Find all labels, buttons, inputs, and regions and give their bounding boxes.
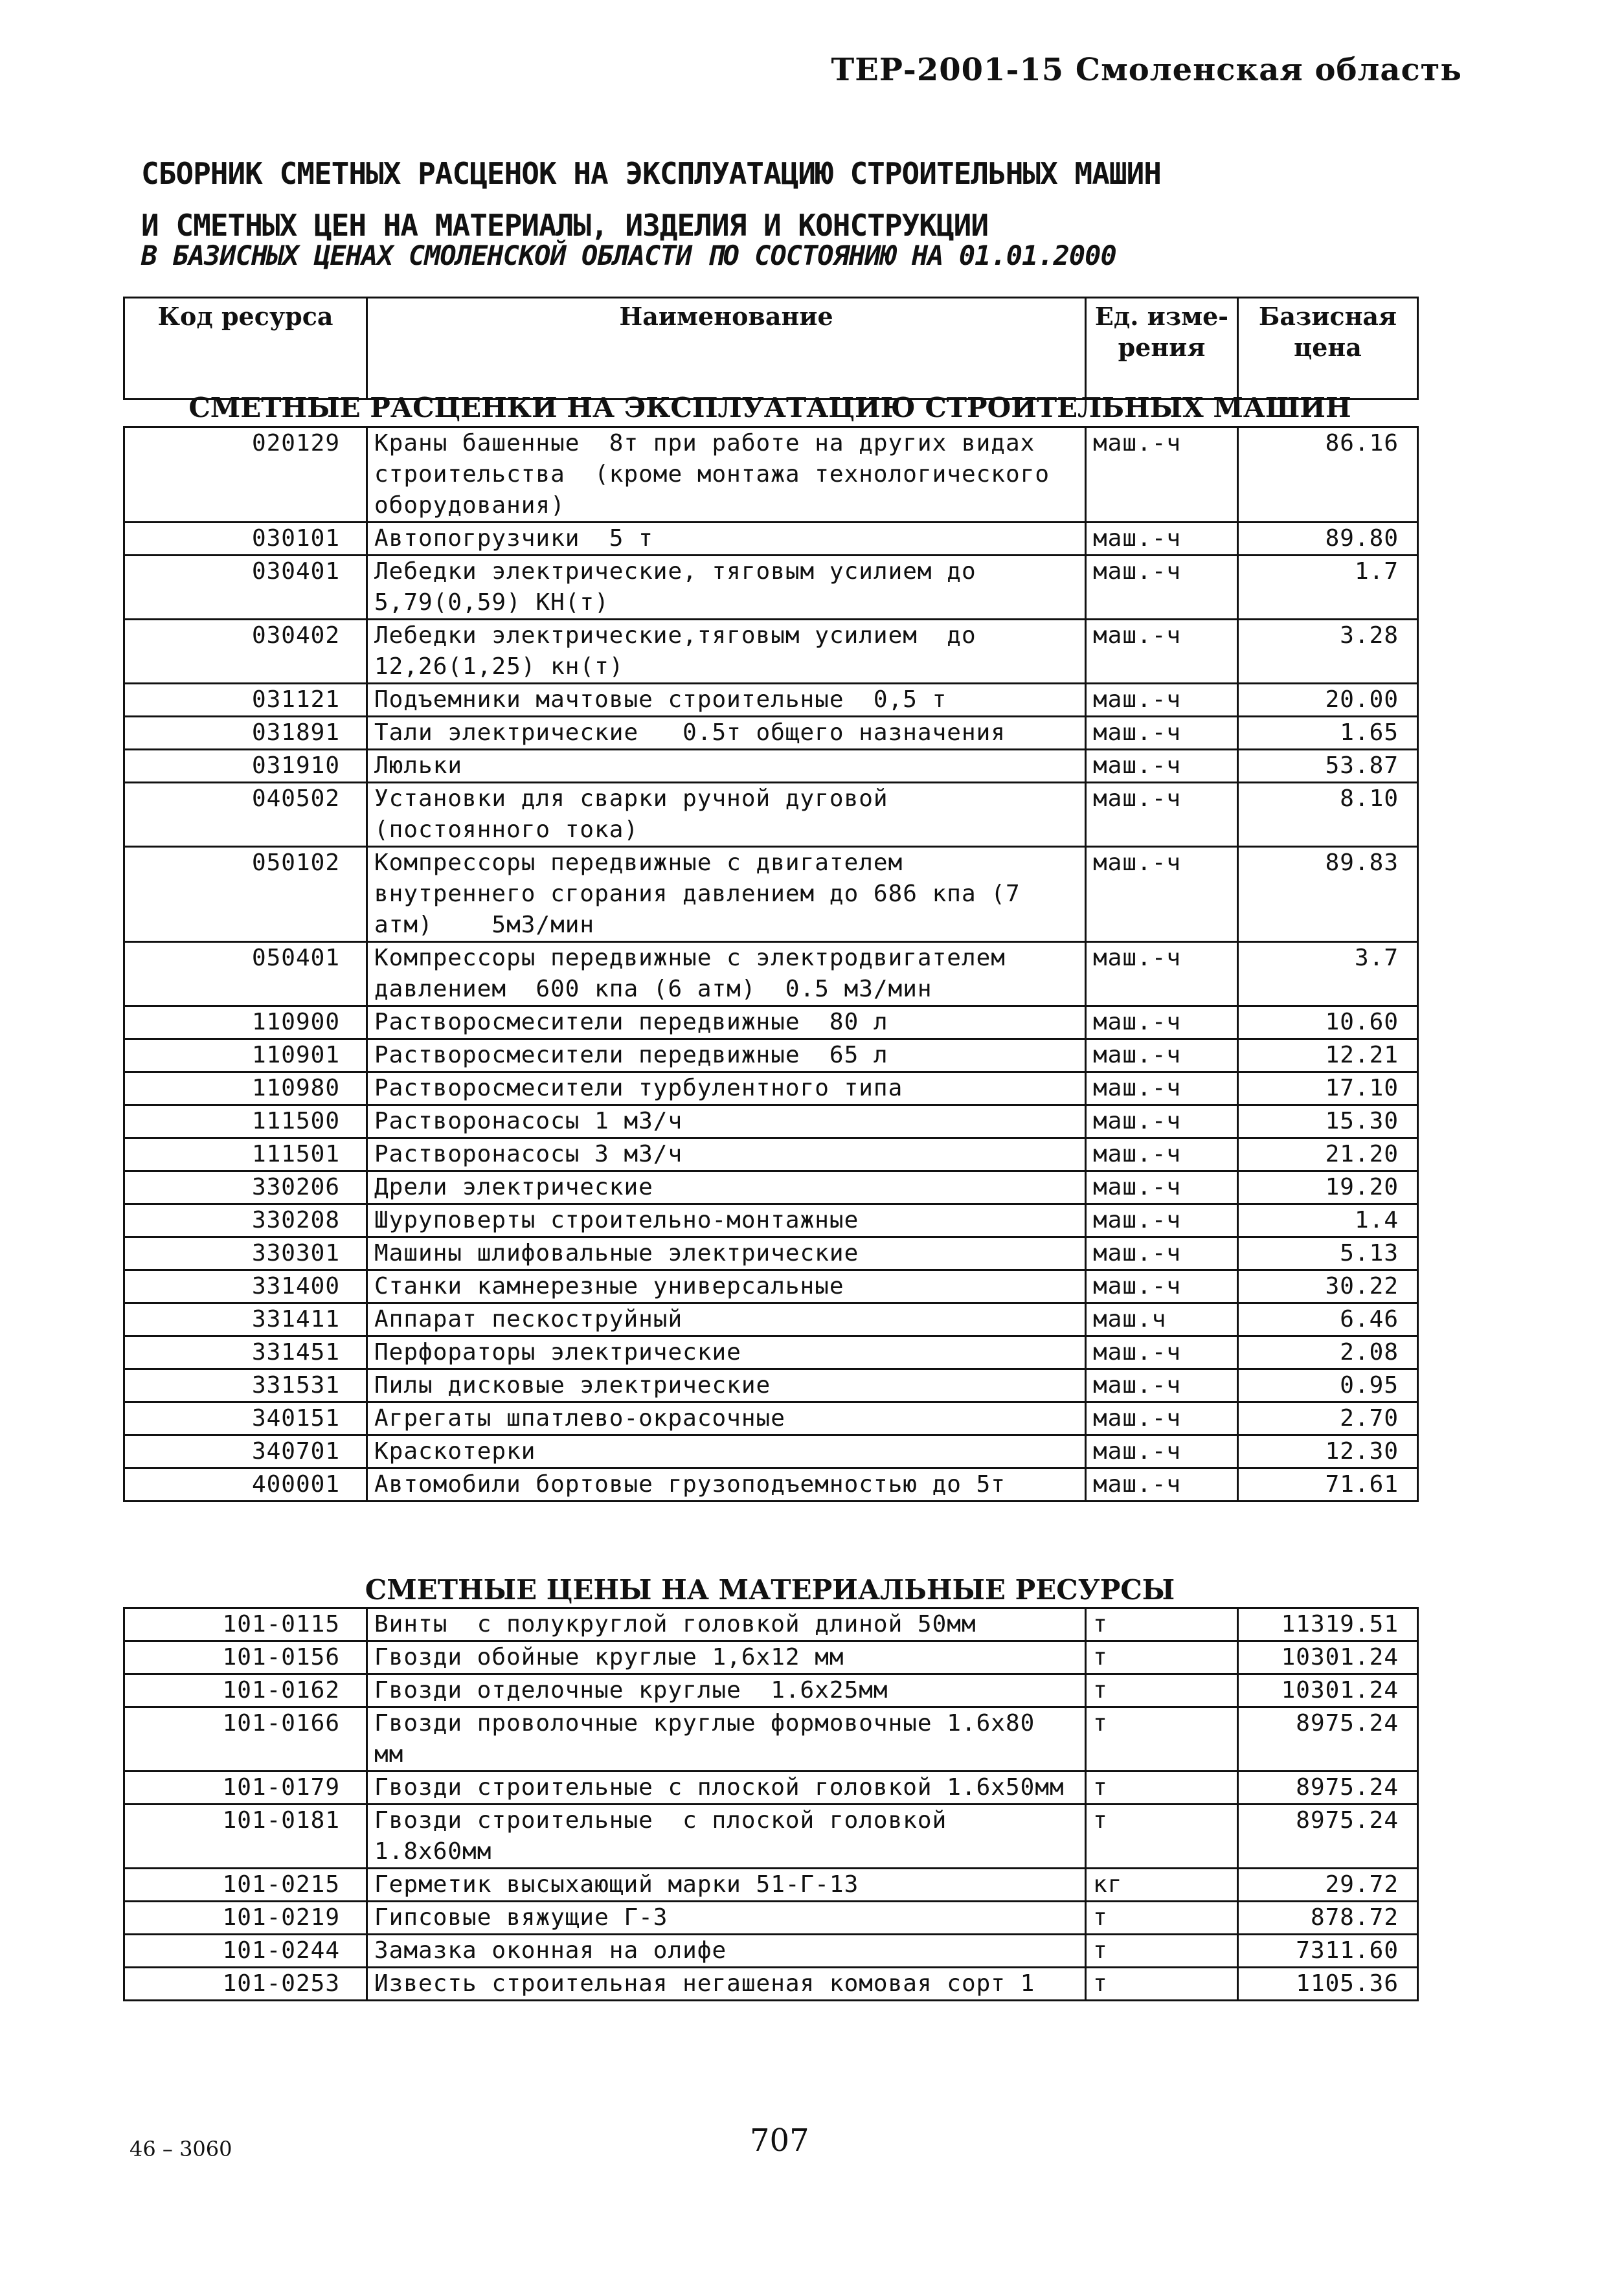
resource-code-cell: 331451 [124, 1336, 367, 1369]
price-cell: 11319.51 [1238, 1608, 1418, 1641]
table-row [124, 1303, 1418, 1336]
column-header-code: Код ресурса [124, 298, 367, 399]
column-header-row [124, 298, 1418, 399]
resource-code-cell: 110900 [124, 1006, 367, 1039]
table-row [124, 1674, 1418, 1707]
unit-cell: маш.-ч [1086, 1402, 1238, 1435]
price-cell: 0.95 [1238, 1369, 1418, 1402]
table-row [124, 1336, 1418, 1369]
resource-name-cell: Растворосмесители турбулентного типа [367, 1072, 1086, 1105]
resource-code-cell: 330301 [124, 1237, 367, 1270]
table-row [124, 1072, 1418, 1105]
resource-name-cell: Компрессоры передвижные с электродвигателем давлением 600 кпа (6 атм) 0.5 м3/мин [367, 942, 1086, 1006]
page-number: 707 [750, 2122, 809, 2159]
resource-code-cell: 050102 [124, 847, 367, 942]
resource-code-cell: 330206 [124, 1171, 367, 1204]
resource-code-cell: 400001 [124, 1468, 367, 1501]
resource-code-cell: 101-0179 [124, 1771, 367, 1805]
resource-code-cell: 101-0244 [124, 1935, 367, 1968]
document-subtitle: В БАЗИСНЫХ ЦЕНАХ СМОЛЕНСКОЙ ОБЛАСТИ ПО СОСТОЯНИЮ НА 01.01.2000 [141, 240, 1116, 271]
price-cell: 2.70 [1238, 1402, 1418, 1435]
resource-name-cell: Подъемники мачтовые строительные 0,5 т [367, 684, 1086, 717]
unit-cell: маш.-ч [1086, 1237, 1238, 1270]
price-cell: 53.87 [1238, 750, 1418, 783]
resource-code-cell: 111501 [124, 1138, 367, 1171]
table-row [124, 1138, 1418, 1171]
resource-name-cell: Компрессоры передвижные с двигателем внутреннего сгорания давлением до 686 кпа (7 атм) 5м3/мин [367, 847, 1086, 942]
unit-cell: кг [1086, 1869, 1238, 1902]
resource-name-cell: Растворосмесители передвижные 65 л [367, 1039, 1086, 1072]
table-row [124, 684, 1418, 717]
document-title [141, 148, 1501, 251]
price-cell: 3.28 [1238, 620, 1418, 684]
table-row [124, 1270, 1418, 1303]
table-row [124, 1204, 1418, 1237]
price-cell: 1.65 [1238, 717, 1418, 750]
resource-code-cell: 030402 [124, 620, 367, 684]
price-cell: 21.20 [1238, 1138, 1418, 1171]
unit-cell: т [1086, 1902, 1238, 1935]
unit-cell: маш.-ч [1086, 942, 1238, 1006]
unit-cell: маш.ч [1086, 1303, 1238, 1336]
section-heading-materials: СМЕТНЫЕ ЦЕНЫ НА МАТЕРИАЛЬНЫЕ РЕСУРСЫ [365, 1574, 1175, 1606]
price-cell: 12.30 [1238, 1435, 1418, 1468]
resource-code-cell: 040502 [124, 783, 367, 847]
document-title-line1: СБОРНИК СМЕТНЫХ РАСЦЕНОК НА ЭКСПЛУАТАЦИЮ СТРОИТЕЛЬНЫХ МАШИН [141, 156, 1161, 191]
table-row [124, 1171, 1418, 1204]
price-cell: 8975.24 [1238, 1805, 1418, 1869]
unit-cell: маш.-ч [1086, 717, 1238, 750]
resource-name-cell: Гвозди строительные с плоской головкой 1.6х50мм [367, 1771, 1086, 1805]
resource-code-cell: 340701 [124, 1435, 367, 1468]
unit-cell: маш.-ч [1086, 427, 1238, 523]
resource-name-cell: Перфораторы электрические [367, 1336, 1086, 1369]
table-row [124, 1771, 1418, 1805]
resource-code-cell: 020129 [124, 427, 367, 523]
unit-cell: маш.-ч [1086, 1270, 1238, 1303]
resource-name-cell: Люльки [367, 750, 1086, 783]
resource-name-cell: Растворосмесители передвижные 80 л [367, 1006, 1086, 1039]
price-cell: 3.7 [1238, 942, 1418, 1006]
price-cell: 8975.24 [1238, 1771, 1418, 1805]
resource-code-cell: 030101 [124, 523, 367, 556]
table-row [124, 1039, 1418, 1072]
unit-cell: т [1086, 1805, 1238, 1869]
price-cell: 10301.24 [1238, 1641, 1418, 1674]
resource-name-cell: Гипсовые вяжущие Г-3 [367, 1902, 1086, 1935]
price-cell: 20.00 [1238, 684, 1418, 717]
price-cell: 12.21 [1238, 1039, 1418, 1072]
resource-name-cell: Герметик высыхающий марки 51-Г-13 [367, 1869, 1086, 1902]
column-header-unit: Ед. изме-рения [1086, 298, 1238, 399]
resource-name-cell: Лебедки электрические,тяговым усилием до 12,26(1,25) кн(т) [367, 620, 1086, 684]
resource-name-cell: Аппарат пескоструйный [367, 1303, 1086, 1336]
resource-name-cell: Растворонасосы 3 м3/ч [367, 1138, 1086, 1171]
table-row [124, 1902, 1418, 1935]
resource-code-cell: 101-0162 [124, 1674, 367, 1707]
unit-cell: т [1086, 1608, 1238, 1641]
table-row [124, 1608, 1418, 1641]
unit-cell: т [1086, 1641, 1238, 1674]
unit-cell: маш.-ч [1086, 684, 1238, 717]
resource-code-cell: 031891 [124, 717, 367, 750]
resource-name-cell: Станки камнерезные универсальные [367, 1270, 1086, 1303]
table-row [124, 1805, 1418, 1869]
unit-cell: маш.-ч [1086, 1468, 1238, 1501]
table-row [124, 620, 1418, 684]
resource-name-cell: Пилы дисковые электрические [367, 1369, 1086, 1402]
price-cell: 30.22 [1238, 1270, 1418, 1303]
price-cell: 1.4 [1238, 1204, 1418, 1237]
resource-name-cell: Гвозди обойные круглые 1,6х12 мм [367, 1641, 1086, 1674]
table-row [124, 1369, 1418, 1402]
unit-cell: т [1086, 1707, 1238, 1771]
machines-price-table [123, 426, 1419, 1502]
unit-cell: маш.-ч [1086, 523, 1238, 556]
resource-code-cell: 031910 [124, 750, 367, 783]
resource-name-cell: Тали электрические 0.5т общего назначения [367, 717, 1086, 750]
table-row [124, 1935, 1418, 1968]
table-row [124, 1402, 1418, 1435]
resource-code-cell: 030401 [124, 556, 367, 620]
resource-name-cell: Краны башенные 8т при работе на других видах строительства (кроме монтажа технологического оборудования) [367, 427, 1086, 523]
price-cell: 1.7 [1238, 556, 1418, 620]
table-row [124, 717, 1418, 750]
table-row [124, 1707, 1418, 1771]
resource-name-cell: Автомобили бортовые грузоподъемностью до 5т [367, 1468, 1086, 1501]
price-cell: 5.13 [1238, 1237, 1418, 1270]
resource-code-cell: 111500 [124, 1105, 367, 1138]
resource-name-cell: Агрегаты шпатлево-окрасочные [367, 1402, 1086, 1435]
table-row [124, 847, 1418, 942]
resource-name-cell: Растворонасосы 1 м3/ч [367, 1105, 1086, 1138]
price-cell: 10301.24 [1238, 1674, 1418, 1707]
price-cell: 19.20 [1238, 1171, 1418, 1204]
resource-code-cell: 101-0156 [124, 1641, 367, 1674]
unit-cell: маш.-ч [1086, 1105, 1238, 1138]
resource-code-cell: 340151 [124, 1402, 367, 1435]
resource-name-cell: Замазка оконная на олифе [367, 1935, 1086, 1968]
resource-code-cell: 050401 [124, 942, 367, 1006]
unit-cell: маш.-ч [1086, 1336, 1238, 1369]
table-row [124, 1468, 1418, 1501]
unit-cell: маш.-ч [1086, 1039, 1238, 1072]
resource-name-cell: Установки для сварки ручной дуговой (постоянного тока) [367, 783, 1086, 847]
price-cell: 1105.36 [1238, 1968, 1418, 2001]
footer-print-code: 46 – 3060 [130, 2137, 232, 2161]
table-row [124, 1968, 1418, 2001]
resource-code-cell: 331531 [124, 1369, 367, 1402]
unit-cell: т [1086, 1674, 1238, 1707]
running-header: ТЕР-2001-15 Смоленская область [831, 52, 1462, 88]
resource-code-cell: 101-0166 [124, 1707, 367, 1771]
price-cell: 89.83 [1238, 847, 1418, 942]
resource-code-cell: 330208 [124, 1204, 367, 1237]
price-cell: 878.72 [1238, 1902, 1418, 1935]
unit-cell: маш.-ч [1086, 1171, 1238, 1204]
price-cell: 89.80 [1238, 523, 1418, 556]
resource-code-cell: 101-0115 [124, 1608, 367, 1641]
price-cell: 8975.24 [1238, 1707, 1418, 1771]
table-row [124, 427, 1418, 523]
table-row [124, 1869, 1418, 1902]
price-cell: 15.30 [1238, 1105, 1418, 1138]
resource-name-cell: Автопогрузчики 5 т [367, 523, 1086, 556]
resource-name-cell: Гвозди отделочные круглые 1.6х25мм [367, 1674, 1086, 1707]
unit-cell: маш.-ч [1086, 1006, 1238, 1039]
unit-cell: маш.-ч [1086, 1138, 1238, 1171]
resource-code-cell: 110980 [124, 1072, 367, 1105]
resource-name-cell: Краскотерки [367, 1435, 1086, 1468]
resource-code-cell: 110901 [124, 1039, 367, 1072]
unit-cell: т [1086, 1771, 1238, 1805]
price-cell: 29.72 [1238, 1869, 1418, 1902]
unit-cell: маш.-ч [1086, 750, 1238, 783]
table-row [124, 1105, 1418, 1138]
table-row [124, 942, 1418, 1006]
column-header-price: Базисная цена [1238, 298, 1418, 399]
unit-cell: т [1086, 1935, 1238, 1968]
unit-cell: маш.-ч [1086, 1435, 1238, 1468]
table-row [124, 1006, 1418, 1039]
resource-name-cell: Винты с полукруглой головкой длиной 50мм [367, 1608, 1086, 1641]
table-row [124, 523, 1418, 556]
unit-cell: маш.-ч [1086, 620, 1238, 684]
document-title-line2: И СМЕТНЫХ ЦЕН НА МАТЕРИАЛЫ, ИЗДЕЛИЯ И КОНСТРУКЦИИ [141, 208, 989, 243]
table-row [124, 750, 1418, 783]
price-cell: 71.61 [1238, 1468, 1418, 1501]
resource-name-cell: Дрели электрические [367, 1171, 1086, 1204]
resource-code-cell: 031121 [124, 684, 367, 717]
price-cell: 10.60 [1238, 1006, 1418, 1039]
resource-name-cell: Гвозди проволочные круглые формовочные 1.6х80 мм [367, 1707, 1086, 1771]
table-row [124, 783, 1418, 847]
materials-price-table [123, 1607, 1419, 2001]
unit-cell: маш.-ч [1086, 1204, 1238, 1237]
column-header-table [123, 297, 1419, 400]
price-cell: 2.08 [1238, 1336, 1418, 1369]
resource-code-cell: 101-0219 [124, 1902, 367, 1935]
column-header-name: Наименование [367, 298, 1086, 399]
resource-code-cell: 101-0215 [124, 1869, 367, 1902]
table-row [124, 1435, 1418, 1468]
price-cell: 7311.60 [1238, 1935, 1418, 1968]
resource-name-cell: Известь строительная негашеная комовая сорт 1 [367, 1968, 1086, 2001]
resource-name-cell: Лебедки электрические, тяговым усилием до 5,79(0,59) КН(т) [367, 556, 1086, 620]
table-row [124, 1237, 1418, 1270]
unit-cell: т [1086, 1968, 1238, 2001]
resource-name-cell: Машины шлифовальные электрические [367, 1237, 1086, 1270]
resource-name-cell: Гвозди строительные с плоской головкой 1.8х60мм [367, 1805, 1086, 1869]
unit-cell: маш.-ч [1086, 783, 1238, 847]
price-cell: 86.16 [1238, 427, 1418, 523]
price-cell: 6.46 [1238, 1303, 1418, 1336]
price-cell: 17.10 [1238, 1072, 1418, 1105]
unit-cell: маш.-ч [1086, 556, 1238, 620]
table-row [124, 556, 1418, 620]
resource-code-cell: 101-0253 [124, 1968, 367, 2001]
resource-code-cell: 101-0181 [124, 1805, 367, 1869]
unit-cell: маш.-ч [1086, 847, 1238, 942]
section-heading-machines: СМЕТНЫЕ РАСЦЕНКИ НА ЭКСПЛУАТАЦИЮ СТРОИТЕЛЬНЫХ МАШИН [188, 392, 1351, 423]
price-cell: 8.10 [1238, 783, 1418, 847]
resource-code-cell: 331400 [124, 1270, 367, 1303]
resource-name-cell: Шуруповерты строительно-монтажные [367, 1204, 1086, 1237]
unit-cell: маш.-ч [1086, 1369, 1238, 1402]
table-row [124, 1641, 1418, 1674]
unit-cell: маш.-ч [1086, 1072, 1238, 1105]
resource-code-cell: 331411 [124, 1303, 367, 1336]
